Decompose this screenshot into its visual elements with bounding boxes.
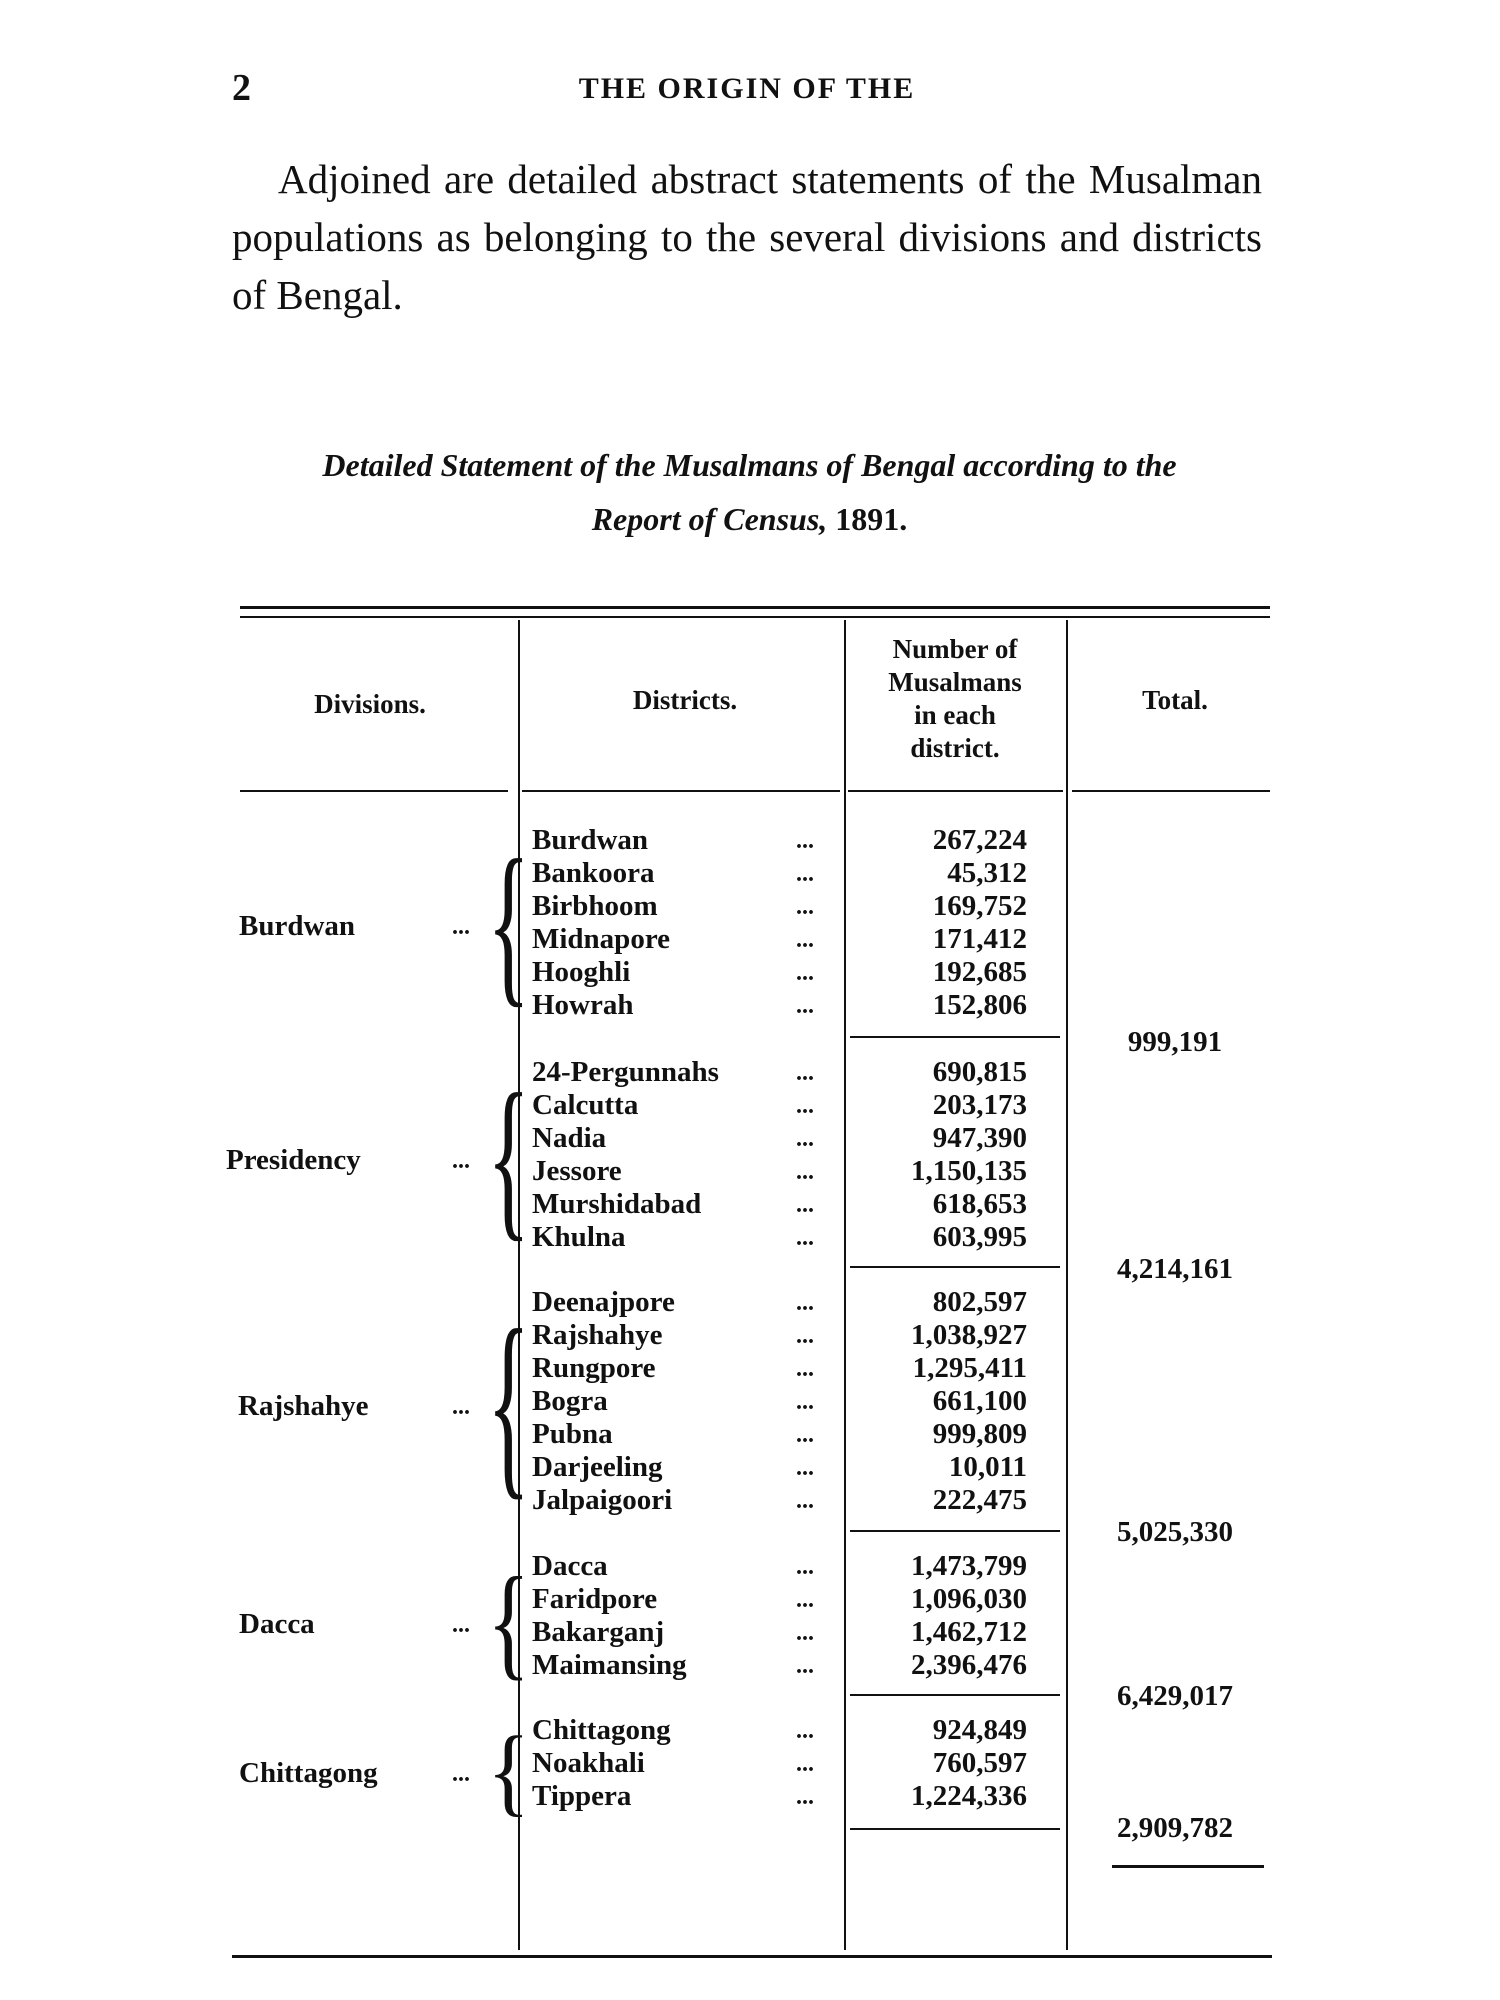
division-leader: ...: [452, 1394, 470, 1420]
division-total: 5,025,330: [1117, 1516, 1233, 1548]
division-total: 2,909,782: [1117, 1812, 1233, 1844]
running-title: THE ORIGIN OF THE: [578, 72, 916, 105]
caption-line-1: Detailed Statement of the Musalmans of Bengal according to the: [322, 447, 1177, 483]
district-name: Noakhali: [532, 1747, 645, 1779]
district-name: 24-Pergunnahs: [532, 1056, 719, 1088]
district-name: Maimansing: [532, 1649, 687, 1681]
district-number: 603,995: [932, 1221, 1027, 1253]
district-name: Bogra: [532, 1385, 608, 1417]
row-leader: ...: [796, 1751, 814, 1777]
page-number: 2: [232, 67, 251, 109]
district-number: 690,815: [932, 1056, 1027, 1088]
district-name: Faridpore: [532, 1583, 658, 1615]
district-name: Calcutta: [532, 1089, 639, 1121]
subtotal-rule: [850, 1828, 1060, 1830]
header-rule-number: [848, 790, 1063, 792]
district-name: Jessore: [532, 1155, 622, 1187]
row-leader: ...: [796, 894, 814, 920]
division-leader: ...: [452, 1148, 470, 1174]
subtotal-rule: [850, 1266, 1060, 1268]
row-leader: ...: [796, 1290, 814, 1316]
division-label: Presidency: [226, 1144, 361, 1176]
row-leader: ...: [796, 1126, 814, 1152]
district-number: 1,462,712: [911, 1616, 1027, 1648]
district-number: 192,685: [932, 956, 1027, 988]
row-leader: ...: [796, 1093, 814, 1119]
district-name: Chittagong: [532, 1714, 671, 1746]
division-total: 6,429,017: [1117, 1680, 1233, 1712]
row-leader: ...: [796, 1323, 814, 1349]
district-name: Tippera: [532, 1780, 632, 1812]
district-name: Jalpaigoori: [532, 1484, 673, 1516]
row-leader: ...: [796, 1455, 814, 1481]
district-number: 169,752: [932, 890, 1027, 922]
district-name: Midnapore: [532, 923, 671, 955]
row-leader: ...: [796, 1587, 814, 1613]
row-leader: ...: [796, 861, 814, 887]
district-name: Pubna: [532, 1418, 613, 1450]
header-districts: Districts.: [632, 685, 738, 715]
division-label: Dacca: [239, 1608, 315, 1640]
district-number: 222,475: [932, 1484, 1027, 1516]
header-number: Number of Musalmans in each district.: [888, 634, 1022, 763]
district-name: Howrah: [532, 989, 634, 1021]
row-leader: ...: [796, 993, 814, 1019]
division-label: Burdwan: [239, 910, 356, 942]
division-leader: ...: [452, 1612, 470, 1638]
district-number: 1,224,336: [911, 1780, 1027, 1812]
table-caption: [232, 438, 1267, 546]
brace-glyph: {: [487, 1059, 531, 1257]
intro-paragraph: [232, 150, 1262, 324]
header-rule-divisions: [240, 790, 508, 792]
district-number: 152,806: [932, 989, 1027, 1021]
district-number: 1,038,927: [911, 1319, 1027, 1351]
row-leader: ...: [796, 1192, 814, 1218]
subtotal-rule: [850, 1694, 1060, 1696]
brace-glyph: {: [487, 825, 531, 1023]
row-leader: ...: [796, 927, 814, 953]
brace-glyph: {: [487, 1553, 531, 1692]
division-leader: ...: [452, 1761, 470, 1787]
district-name: Birbhoom: [532, 890, 658, 922]
district-number: 171,412: [932, 923, 1027, 955]
district-number: 802,597: [932, 1286, 1027, 1318]
table-top-rule-2: [240, 616, 1270, 618]
table-top-rule-1: [240, 606, 1270, 609]
row-leader: ...: [796, 1620, 814, 1646]
district-number: 1,473,799: [911, 1550, 1027, 1582]
district-number: 618,653: [932, 1188, 1027, 1220]
district-name: Deenajpore: [532, 1286, 675, 1318]
district-number: 924,849: [932, 1714, 1027, 1746]
division-leader: ...: [452, 914, 470, 940]
district-name: Dacca: [532, 1550, 608, 1582]
subtotal-rule: [850, 1530, 1060, 1532]
district-name: Murshidabad: [532, 1188, 702, 1220]
district-number: 999,809: [932, 1418, 1027, 1450]
row-leader: ...: [796, 1784, 814, 1810]
row-leader: ...: [796, 1422, 814, 1448]
grand-total-rule: [1112, 1865, 1264, 1868]
row-leader: ...: [796, 1554, 814, 1580]
header-rule-districts: [522, 790, 840, 792]
district-name: Nadia: [532, 1122, 607, 1154]
row-leader: ...: [796, 1225, 814, 1251]
district-number: 1,096,030: [911, 1583, 1027, 1615]
caption-line-2: Report of Census,: [591, 501, 828, 537]
row-leader: ...: [796, 1488, 814, 1514]
intro-text: Adjoined are detailed abstract statements of the Musalman populations as belonging to the several divisions and districts of Bengal.: [232, 156, 1262, 318]
header-divisions: Divisions.: [314, 689, 426, 719]
district-number: 2,396,476: [911, 1649, 1027, 1681]
division-label: Rajshahye: [238, 1390, 369, 1422]
district-number: 267,224: [932, 824, 1027, 856]
subtotal-rule: [850, 1036, 1060, 1038]
district-name: Darjeeling: [532, 1451, 663, 1483]
district-name: Bankoora: [532, 857, 655, 889]
row-leader: ...: [796, 828, 814, 854]
district-number: 760,597: [932, 1747, 1027, 1779]
row-leader: ...: [796, 1389, 814, 1415]
header-total: Total.: [1142, 685, 1208, 715]
district-name: Rajshahye: [532, 1319, 663, 1351]
row-leader: ...: [796, 1653, 814, 1679]
district-name: Bakarganj: [532, 1616, 665, 1648]
district-number: 45,312: [947, 857, 1027, 889]
caption-year: 1891.: [835, 501, 908, 537]
row-leader: ...: [796, 960, 814, 986]
district-number: 203,173: [932, 1089, 1027, 1121]
running-head: [232, 66, 1262, 109]
row-leader: ...: [796, 1060, 814, 1086]
district-name: Hooghli: [532, 956, 631, 988]
district-name: Burdwan: [532, 824, 649, 856]
district-number: 947,390: [932, 1122, 1027, 1154]
district-name: Rungpore: [532, 1352, 656, 1384]
division-total: 999,191: [1127, 1026, 1223, 1058]
row-leader: ...: [796, 1718, 814, 1744]
brace-glyph: {: [487, 1290, 531, 1518]
row-leader: ...: [796, 1159, 814, 1185]
table-bottom-rule: [232, 1955, 1272, 1958]
row-leader: ...: [796, 1356, 814, 1382]
brace-glyph: {: [487, 1717, 531, 1826]
district-name: Khulna: [532, 1221, 626, 1253]
district-number: 1,295,411: [912, 1352, 1027, 1384]
district-number: 661,100: [932, 1385, 1027, 1417]
division-total: 4,214,161: [1117, 1253, 1233, 1285]
column-divider-3: [1066, 620, 1068, 1950]
district-number: 1,150,135: [911, 1155, 1027, 1187]
header-rule-total: [1072, 790, 1270, 792]
district-number: 10,011: [948, 1451, 1027, 1483]
division-label: Chittagong: [239, 1757, 378, 1789]
